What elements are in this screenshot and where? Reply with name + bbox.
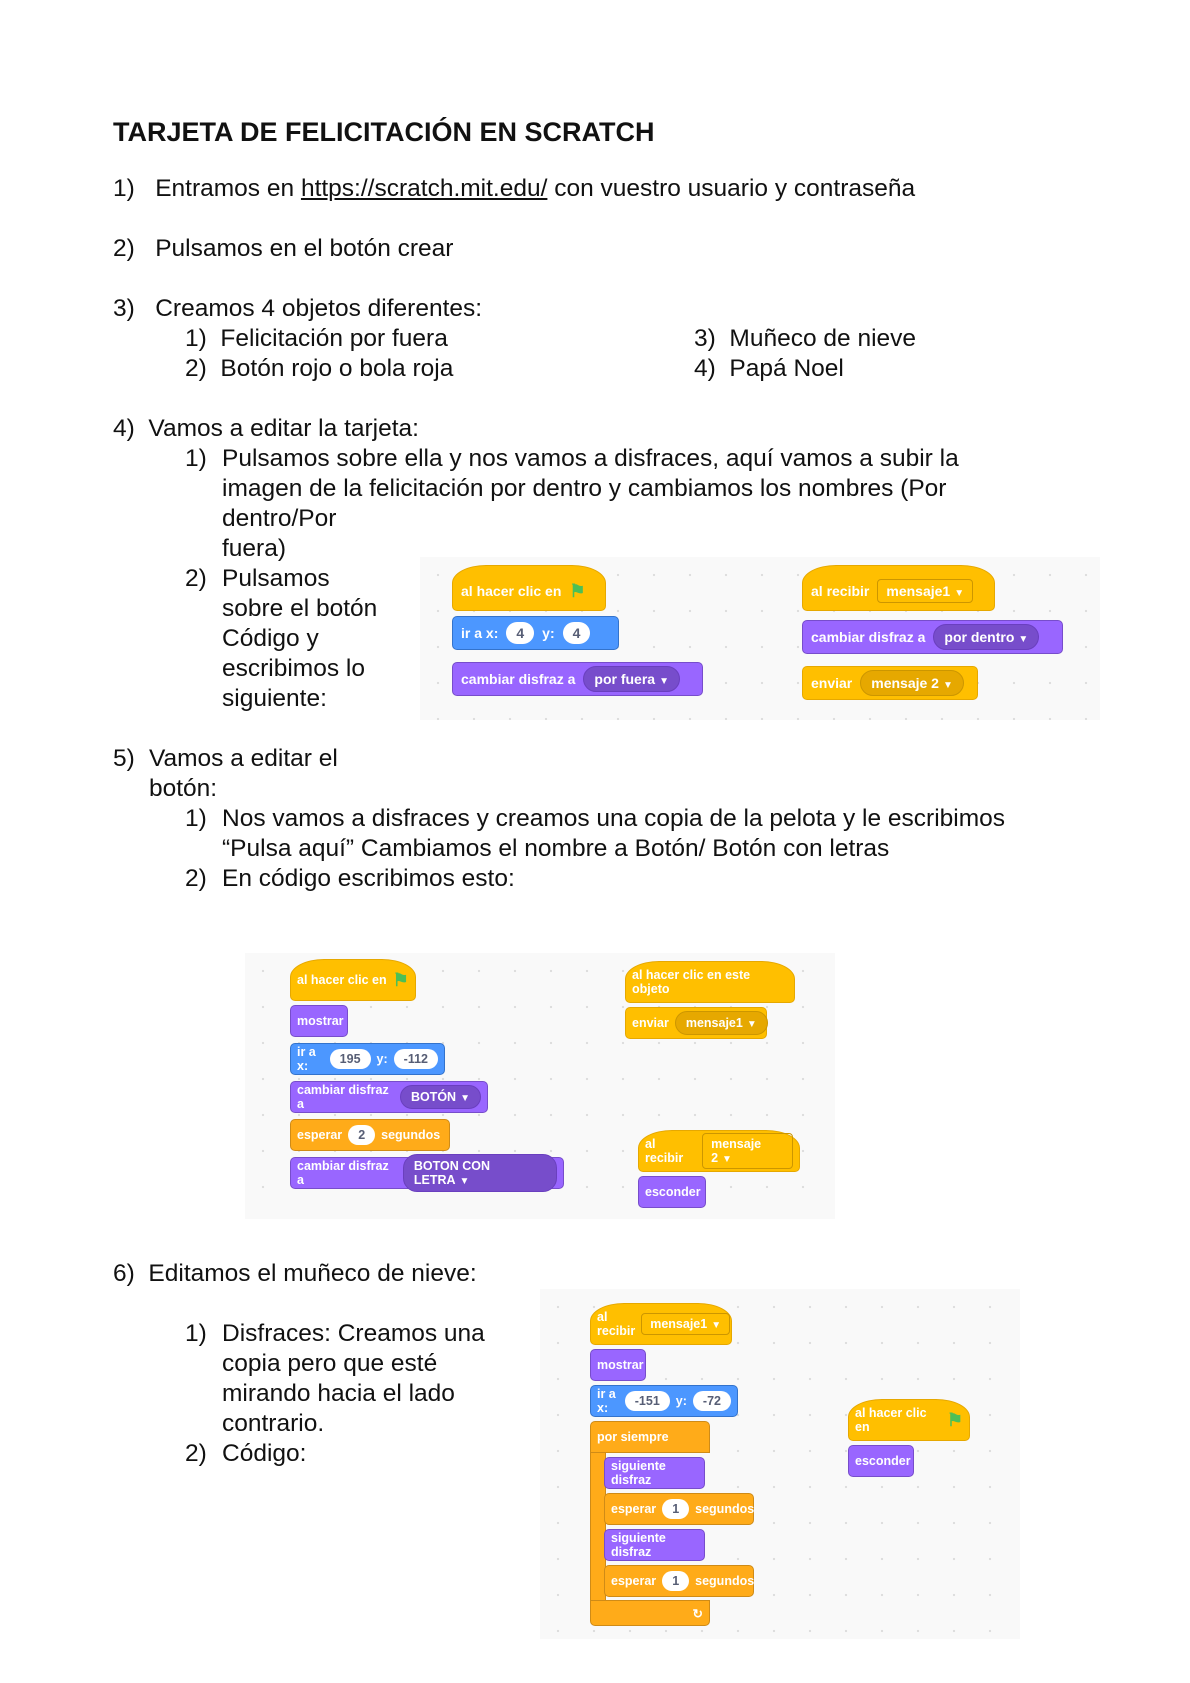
message-dropdown[interactable]: mensaje 2 ▼ (860, 670, 964, 696)
step-number: 2) (113, 235, 135, 262)
step-text: Pulsamos (222, 565, 330, 592)
step-number: 1) (113, 175, 135, 202)
y-input[interactable]: -72 (693, 1391, 731, 1411)
next-costume-block[interactable]: siguiente disfraz (604, 1529, 705, 1561)
step-text: con vuestro usuario y contraseña (554, 175, 916, 202)
switch-costume-block[interactable]: cambiar disfraz a por dentro ▼ (802, 620, 1063, 654)
wait-input[interactable]: 1 (662, 1499, 689, 1519)
broadcast-block[interactable]: enviar mensaje 2 ▼ (802, 666, 978, 700)
code-panel-boton (245, 953, 835, 1219)
goto-xy-block[interactable]: ir a x: 4 y: 4 (452, 616, 619, 650)
step-number: 1) (185, 1320, 207, 1347)
dropdown-arrow-icon: ▼ (460, 1093, 470, 1104)
step-4: 4) Vamos a editar la tarjeta: (113, 415, 419, 442)
step-text: Creamos 4 objetos diferentes: (155, 295, 483, 322)
dropdown-arrow-icon: ▼ (746, 1019, 757, 1030)
step-number: 2) (185, 565, 207, 592)
dropdown-arrow-icon: ▼ (942, 680, 953, 691)
step-text: En código escribimos esto: (222, 865, 515, 892)
step-2 (113, 234, 453, 264)
message-dropdown[interactable]: mensaje1 ▼ (641, 1313, 730, 1335)
wait-block[interactable]: esperar 2 segundos (290, 1119, 450, 1151)
step-3 (113, 294, 482, 324)
goto-xy-block[interactable]: ir a x: 195 y: -112 (290, 1043, 445, 1075)
step-text: Vamos a editar el (149, 745, 338, 772)
wait-block[interactable]: esperar 1 segundos (604, 1493, 754, 1525)
step-text: sobre el botón (222, 595, 378, 622)
dropdown-arrow-icon: ▼ (711, 1320, 722, 1331)
costume-dropdown[interactable]: por dentro ▼ (933, 624, 1039, 650)
wait-input[interactable]: 2 (348, 1125, 375, 1145)
scratch-link[interactable]: https://scratch.mit.edu/ (300, 175, 548, 202)
loop-arrow-icon: ↻ (692, 1606, 703, 1621)
when-receive-block[interactable]: al recibir mensaje1 ▼ (590, 1303, 732, 1345)
step-text: Código y (222, 625, 319, 652)
list-item: 4) Papá Noel (694, 355, 844, 382)
step-6: 6) Editamos el muñeco de nieve: (113, 1260, 477, 1287)
next-costume-block[interactable]: siguiente disfraz (604, 1457, 705, 1489)
hide-block[interactable]: esconder (848, 1445, 914, 1477)
step-number: 2) (185, 1440, 207, 1467)
list-item: 2) Botón rojo o bola roja (185, 355, 454, 382)
y-input[interactable]: 4 (563, 622, 591, 644)
code-panel-tarjeta (420, 557, 1100, 720)
step-text: Código: (222, 1440, 307, 1467)
x-input[interactable]: 4 (506, 622, 534, 644)
list-item: 1) Felicitación por fuera (185, 325, 448, 352)
when-flag-clicked-block[interactable]: al hacer clic en ⚑ (290, 959, 416, 1001)
list-item: 3) Muñeco de nieve (694, 325, 917, 352)
when-flag-clicked-block[interactable]: al hacer clic en ⚑ (848, 1399, 970, 1441)
step-number: 5) (113, 745, 135, 772)
x-input[interactable]: -151 (625, 1391, 670, 1411)
green-flag-icon: ⚑ (569, 580, 586, 601)
step-text: Nos vamos a disfraces y creamos una copia de la pelota y le escribimos (222, 805, 1005, 832)
wait-input[interactable]: 1 (662, 1571, 689, 1591)
forever-block[interactable]: por siempre (590, 1421, 710, 1453)
step-text: dentro/Por (222, 505, 337, 532)
when-flag-clicked-block[interactable]: al hacer clic en ⚑ (452, 565, 606, 611)
costume-dropdown[interactable]: BOTÓN ▼ (400, 1085, 481, 1109)
switch-costume-block[interactable]: cambiar disfraz a por fuera ▼ (452, 662, 703, 696)
wait-block[interactable]: esperar 1 segundos (604, 1565, 754, 1597)
dropdown-arrow-icon: ▼ (1018, 634, 1029, 645)
dropdown-arrow-icon: ▼ (459, 1176, 470, 1187)
step-text: imagen de la felicitación por dentro y cambiamos los nombres (Por (222, 475, 947, 502)
broadcast-block[interactable]: enviar mensaje1 ▼ (625, 1007, 767, 1039)
step-text: Pulsamos en el botón crear (155, 235, 454, 262)
dropdown-arrow-icon: ▼ (954, 588, 965, 599)
step-text: botón: (149, 775, 218, 802)
forever-block-end (590, 1600, 710, 1626)
message-dropdown[interactable]: mensaje1 ▼ (675, 1011, 768, 1035)
step-text: Entramos en (155, 175, 295, 202)
when-receive-block[interactable]: al recibir mensaje1 ▼ (802, 565, 995, 611)
green-flag-icon: ⚑ (392, 969, 409, 990)
step-text: escribimos lo (222, 655, 365, 682)
when-receive-block[interactable]: al recibir mensaje 2 ▼ (638, 1130, 800, 1172)
switch-costume-block[interactable]: cambiar disfraz a BOTON CON LETRA ▼ (290, 1157, 564, 1189)
message-dropdown[interactable]: mensaje1 ▼ (877, 579, 973, 603)
step-number: 3) (113, 295, 135, 322)
hide-block[interactable]: esconder (638, 1176, 706, 1208)
step-text: fuera) (222, 535, 287, 562)
costume-dropdown[interactable]: por fuera ▼ (583, 666, 680, 692)
x-input[interactable]: 195 (330, 1049, 371, 1069)
step-number: 1) (185, 445, 207, 472)
code-panel-muneco (540, 1289, 1020, 1639)
step-text: mirando hacia el lado (222, 1380, 455, 1407)
dropdown-arrow-icon: ▼ (659, 676, 669, 687)
goto-xy-block[interactable]: ir a x: -151 y: -72 (590, 1385, 738, 1417)
y-input[interactable]: -112 (394, 1049, 438, 1069)
step-text: copia pero que esté (222, 1350, 438, 1377)
step-number: 2) (185, 865, 207, 892)
step-number: 1) (185, 805, 207, 832)
dropdown-arrow-icon: ▼ (722, 1154, 732, 1165)
costume-dropdown[interactable]: BOTON CON LETRA ▼ (403, 1154, 557, 1192)
step-text: contrario. (222, 1410, 325, 1437)
step-text: Pulsamos sobre ella y nos vamos a disfraces, aquí vamos a subir la (222, 445, 959, 472)
when-sprite-clicked-block[interactable]: al hacer clic en este objeto (625, 961, 795, 1003)
green-flag-icon: ⚑ (946, 1409, 963, 1430)
message-dropdown[interactable]: mensaje 2 ▼ (702, 1133, 793, 1169)
show-block[interactable]: mostrar (590, 1349, 646, 1381)
page-title: TARJETA DE FELICITACIÓN EN SCRATCH (113, 117, 655, 147)
switch-costume-block[interactable]: cambiar disfraz a BOTÓN ▼ (290, 1081, 488, 1113)
step-text: Disfraces: Creamos una (222, 1320, 485, 1347)
show-block[interactable]: mostrar (290, 1005, 348, 1037)
step-1 (113, 174, 915, 204)
step-text: siguiente: (222, 685, 327, 712)
step-text: “Pulsa aquí” Cambiamos el nombre a Botón/ Botón con letras (222, 835, 890, 862)
